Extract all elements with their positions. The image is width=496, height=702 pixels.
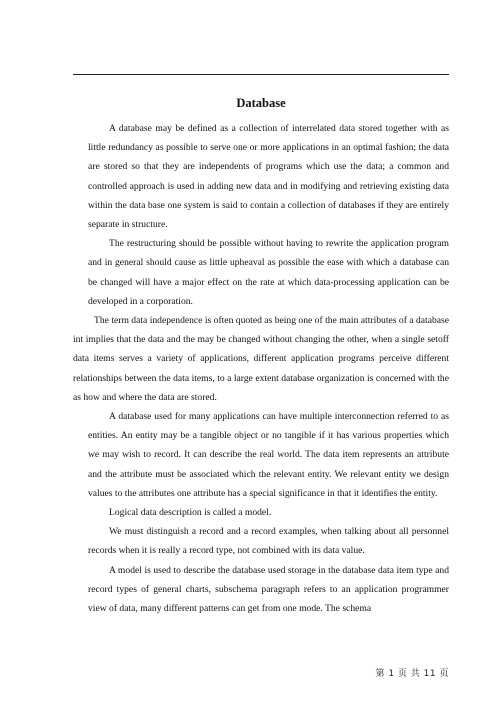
header-divider <box>73 74 449 75</box>
paragraph-3: The term data independence is often quoted as being one of the main attributes of a database int implies that the data and the may be changed without changing the other, when a single setoff data items serves a variety of applications, different application programs perceive different relationships between the data items, to a large extent database organization is concerned with the as how and where the data are stored. <box>73 315 449 403</box>
page-title: Database <box>236 96 286 110</box>
paragraph-5: Logical data description is called a model. <box>109 507 272 519</box>
body-text <box>73 119 449 618</box>
paragraph-7: A model is used to describe the database used storage in the database data item type and record types of general charts, subschema paragraph refers to an application programmer view of data, many different patterns can get from one mode. The schema <box>88 564 449 615</box>
paragraph-2: The restructuring should be possible without having to rewrite the application program and in general should cause as little upheaval as possible the ease with which a database can be changed will have a major effect on the rate at which data-processing application can be developed in a corporation. <box>88 238 449 307</box>
paragraph-6: We must distinguish a record and a record examples, when talking about all personnel records when it is really a record type, not combined with its data value. <box>88 526 449 557</box>
paragraph-4: A database used for many applications can have multiple interconnection referred to as entities. An entity may be a tangible object or no tangible if it has various properties which we may wish to record. It can describe the real world. The data item represents an attribute and the attribute must be associated which the relevant entity. We relevant entity we design values to the attributes one attribute has a special significance in that it identifies the entity. <box>88 411 449 499</box>
page-number-footer: 第 1 页 共 11 页 <box>375 669 449 679</box>
paragraph-1: A database may be defined as a collection of interrelated data stored together with as little redundancy as possible to serve one or more applications in an optimal fashion; the data are stored so that they are independents of programs which use the data; a common and controlled approach is used in adding new data and in modifying and retrieving existing data within the data base one system is said to contain a collection of databases if they are entirely separate in structure. <box>88 123 449 231</box>
